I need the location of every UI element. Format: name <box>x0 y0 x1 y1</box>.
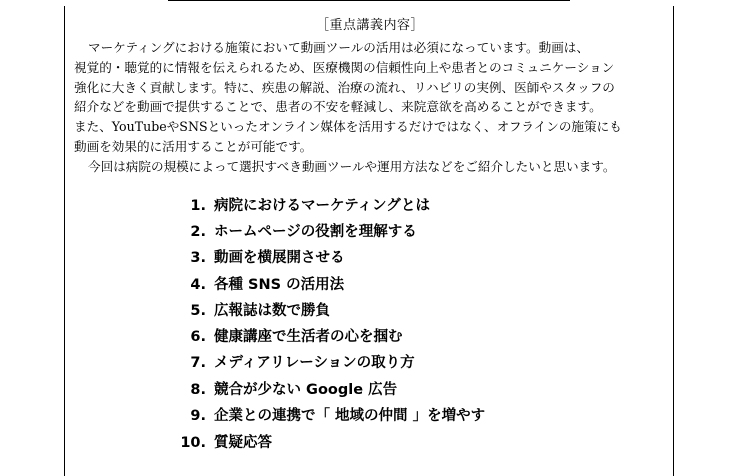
top-rule <box>168 0 570 1</box>
agenda-item-number: 1. <box>190 198 206 214</box>
agenda-item-text: 各種 SNS の活用法 <box>214 277 345 293</box>
agenda-item-text: 競合が少ない Google 広告 <box>214 382 398 398</box>
agenda-item-text: 動画を横展開させる <box>214 250 345 266</box>
agenda-item-number: 8. <box>190 382 206 398</box>
agenda-item <box>172 246 345 266</box>
agenda-item-number: 6. <box>190 329 206 345</box>
agenda-item <box>172 378 397 398</box>
agenda-item <box>172 325 403 345</box>
agenda-item-number: 2. <box>190 224 206 240</box>
agenda-item <box>172 273 344 293</box>
paragraph-line: 紹介などを動画で提供することで、患者の不安を軽減し、来院意欲を高めることができます。 <box>74 99 602 115</box>
agenda-item-text: 健康講座で生活者の心を掴む <box>214 329 403 345</box>
agenda-item-text: 質疑応答 <box>214 435 272 451</box>
agenda-item <box>172 404 485 424</box>
agenda-item-text: メディアリレーションの取り方 <box>214 355 415 371</box>
paragraph-line: 動画を効果的に活用することが可能です。 <box>74 138 313 154</box>
agenda-item-text: 企業との連携で「 地域の仲間 」を増やす <box>214 408 486 424</box>
section-heading: ［重点講義内容］ <box>315 18 424 33</box>
agenda-item-number: 5. <box>190 303 206 319</box>
agenda-item <box>172 194 430 214</box>
agenda-item-number: 10. <box>180 435 206 451</box>
agenda-item-number: 7. <box>190 355 206 371</box>
agenda-item-number: 4. <box>190 277 206 293</box>
agenda-item <box>172 351 415 371</box>
intro-text <box>74 38 670 177</box>
agenda-item-text: 病院におけるマーケティングとは <box>214 198 431 214</box>
paragraph-line: 視覚的・聴覚的に情報を伝えられるため、医療機関の信頼性向上や患者とのコミュニケーション <box>74 59 615 75</box>
agenda-item <box>172 299 330 319</box>
paragraph-line: 強化に大きく貢献します。特に、疾患の解説、治療の流れ、リハビリの実例、医師やスタッフの <box>74 79 615 95</box>
agenda-item-text: ホームページの役割を理解する <box>214 224 417 240</box>
agenda-item-number: 3. <box>190 250 206 266</box>
agenda-item <box>172 220 417 240</box>
agenda-item-text: 広報誌は数で勝負 <box>214 303 330 319</box>
agenda-item-number: 9. <box>190 408 206 424</box>
paragraph-line: また、YouTubeやSNSといったオンライン媒体を活用するだけではなく、オフラインの施策にも <box>74 119 622 135</box>
paragraph-line: 今回は病院の規模によって選択すべき動画ツールや運用方法などをご紹介したいと思います。 <box>88 158 616 174</box>
agenda-item <box>172 431 272 451</box>
paragraph-line: マーケティングにおける施策において動画ツールの活用は必須になっています。動画は、 <box>88 40 589 55</box>
